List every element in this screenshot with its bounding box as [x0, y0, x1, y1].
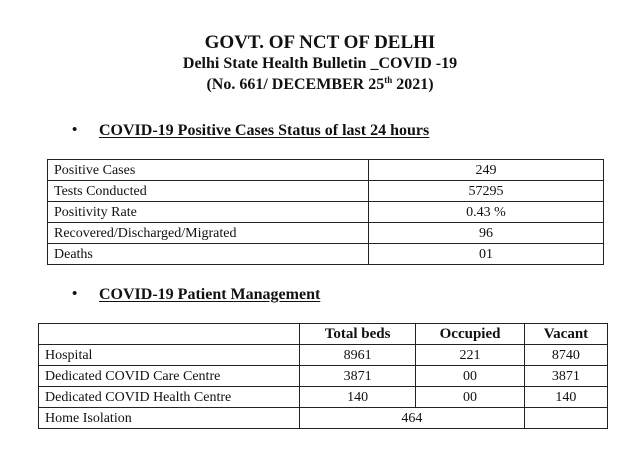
table-row — [39, 345, 608, 366]
status-value: 0.43 % — [369, 202, 604, 223]
status-label: Positive Cases — [48, 160, 369, 181]
table-row — [39, 408, 608, 429]
bulletin-number-suffix: 2021) — [392, 76, 434, 93]
vacant-value: 3871 — [524, 366, 607, 387]
column-header-vacant: Vacant — [524, 324, 607, 345]
column-header — [39, 324, 300, 345]
status-value: 01 — [369, 244, 604, 265]
facility-label: Dedicated COVID Care Centre — [39, 366, 300, 387]
occupied-value: 00 — [416, 366, 525, 387]
occupied-value: 00 — [416, 387, 525, 408]
column-header-occupied: Occupied — [416, 324, 525, 345]
status-label: Recovered/Discharged/Migrated — [48, 223, 369, 244]
status-label: Positivity Rate — [48, 202, 369, 223]
table-row — [48, 181, 604, 202]
bulletin-number-prefix: (No. 661/ DECEMBER 25 — [206, 76, 385, 93]
status-value: 57295 — [369, 181, 604, 202]
table-header-row — [39, 324, 608, 345]
total-beds-value: 140 — [300, 387, 416, 408]
status-label: Tests Conducted — [48, 181, 369, 202]
total-beds-value: 8961 — [300, 345, 416, 366]
bullet-icon: • — [72, 122, 78, 138]
date-suffix: th — [384, 75, 393, 85]
table-row — [48, 244, 604, 265]
status-value: 249 — [369, 160, 604, 181]
bulletin-title: Delhi State Health Bulletin _COVID -19 — [182, 55, 458, 72]
table-row — [39, 366, 608, 387]
section-positive-cases-title: COVID-19 Positive Cases Status of last 24 hours — [99, 122, 430, 139]
bullet-icon: • — [72, 286, 78, 302]
status-label: Deaths — [48, 244, 369, 265]
table-row — [48, 223, 604, 244]
table-row — [39, 387, 608, 408]
bulletin-number — [0, 74, 640, 95]
patient-management-table — [38, 323, 608, 429]
vacant-value: 8740 — [524, 345, 607, 366]
home-isolation-label: Home Isolation — [39, 408, 300, 429]
occupied-value: 221 — [416, 345, 525, 366]
positive-cases-table — [47, 159, 604, 265]
vacant-value: 140 — [524, 387, 607, 408]
section-patient-management-title: COVID-19 Patient Management — [99, 286, 321, 303]
table-row — [48, 160, 604, 181]
facility-label: Hospital — [39, 345, 300, 366]
table-row — [48, 202, 604, 223]
status-value: 96 — [369, 223, 604, 244]
bulletin-header — [0, 32, 640, 95]
column-header-total-beds: Total beds — [300, 324, 416, 345]
total-beds-value: 3871 — [300, 366, 416, 387]
empty-cell — [524, 408, 607, 429]
govt-title: GOVT. OF NCT OF DELHI — [204, 32, 436, 53]
facility-label: Dedicated COVID Health Centre — [39, 387, 300, 408]
home-isolation-value: 464 — [300, 408, 525, 429]
